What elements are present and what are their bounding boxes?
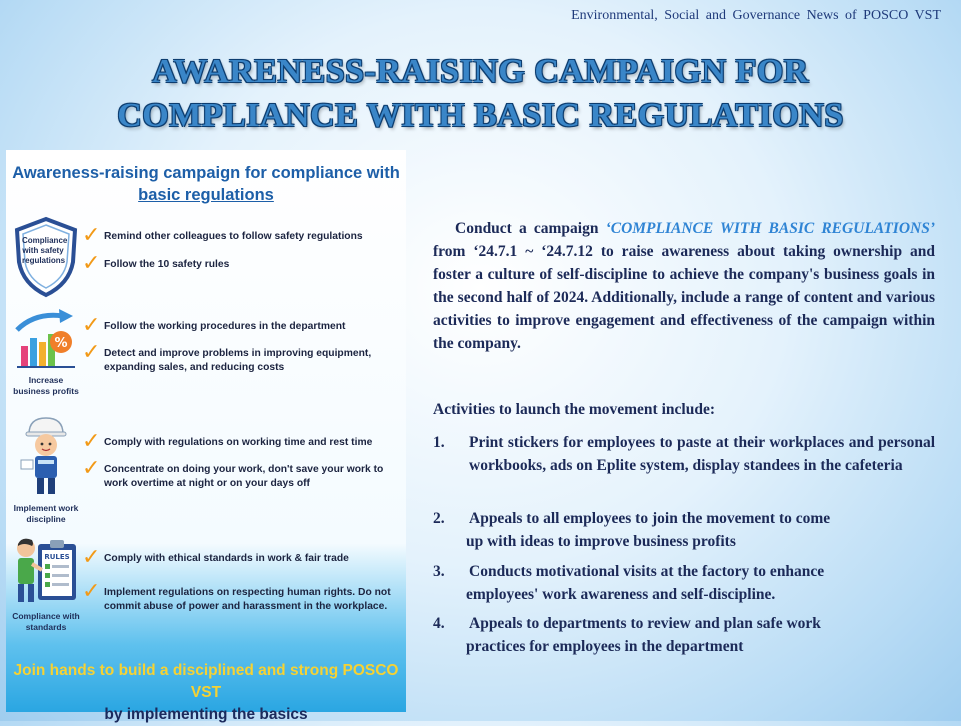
activity-text-line-2: practices for employees in the department <box>466 638 744 655</box>
poster-title <box>6 162 406 206</box>
poster-footer-line-2: by implementing the basics <box>104 706 308 723</box>
header-tagline: Environmental, Social and Governance News of POSCO VST <box>571 8 941 23</box>
poster-item <box>82 429 400 454</box>
activity-item <box>433 560 935 606</box>
activity-text-line-2: employees' work awareness and self-discipline. <box>466 586 776 603</box>
poster-item <box>82 579 400 614</box>
intro-prefix: Conduct a campaign <box>455 220 606 237</box>
poster-item-text: Remind other colleagues to follow safety regulations <box>104 231 363 242</box>
activity-text: Print stickers for employees to paste at their workplaces and personal workbooks, ads on Eplite system, display standees in the cafeteria <box>469 434 935 474</box>
checkmark-icon: ✓ <box>82 251 101 276</box>
poster-item <box>82 456 400 491</box>
campaign-poster <box>6 150 406 723</box>
poster-item <box>82 340 400 375</box>
campaign-name: ‘COMPLIANCE WITH BASIC REGULATIONS’ <box>605 220 935 237</box>
activity-text-line-1: Appeals to all employees to join the movement to come <box>469 510 831 527</box>
checkmark-icon: ✓ <box>82 223 101 248</box>
activity-text-line-2: up with ideas to improve business profits <box>466 533 736 550</box>
clipboard-rules-text: RULES <box>44 553 70 561</box>
campaign-description <box>433 217 935 355</box>
poster-item-text: Implement regulations on respecting human rights. Do not commit abuse of power and harassment in the workplace. <box>104 587 391 612</box>
checkmark-icon: ✓ <box>82 456 101 481</box>
poster-footer-line-1: Join hands to build a disciplined and strong POSCO VST <box>13 662 399 701</box>
poster-item-text: Concentrate on doing your work, don't save your work to work overtime at night or on your days off <box>104 464 384 489</box>
poster-title-line-2: basic regulations <box>138 186 274 204</box>
title-line-2: COMPLIANCE WITH BASIC REGULATIONS <box>117 97 844 134</box>
poster-item <box>82 313 400 338</box>
icon-label-safety: Compliance with safety regulations <box>22 236 68 265</box>
checkmark-icon: ✓ <box>82 429 101 454</box>
activity-item <box>433 431 935 477</box>
activity-text-line-1: Conducts motivational visits at the factory to enhance <box>469 563 825 580</box>
icon-label-profits: Increase business profits <box>13 375 79 396</box>
activities-title: Activities to launch the movement include: <box>433 401 715 418</box>
poster-item-text: Follow the working procedures in the department <box>104 321 346 332</box>
activity-number: 4. <box>433 615 445 632</box>
icon-label-standards: Compliance with standards <box>12 611 80 632</box>
checkmark-icon: ✓ <box>82 340 101 365</box>
poster-item-text: Follow the 10 safety rules <box>104 259 230 270</box>
page-title <box>0 50 961 138</box>
title-line-1: AWARENESS-RAISING CAMPAIGN FOR <box>152 53 809 90</box>
poster-item-text: Detect and improve problems in improving equipment, expanding sales, and reducing costs <box>104 348 372 373</box>
checkmark-icon: ✓ <box>82 545 101 570</box>
activity-number: 1. <box>433 434 445 451</box>
shield-icon <box>10 216 82 303</box>
checkmark-icon: ✓ <box>82 579 101 604</box>
activity-text-line-1: Appeals to departments to review and plan safe work <box>469 615 821 632</box>
activity-number: 3. <box>433 563 445 580</box>
poster-footer <box>6 660 406 726</box>
svg-text:%: % <box>54 336 68 351</box>
chart-icon <box>10 308 82 397</box>
poster-item-text: Comply with ethical standards in work & fair trade <box>104 553 349 564</box>
clipboard-icon <box>10 534 82 633</box>
poster-item <box>82 223 400 248</box>
activity-item <box>433 612 935 658</box>
poster-item <box>82 251 400 276</box>
activity-item <box>433 507 935 553</box>
checkmark-icon: ✓ <box>82 313 101 338</box>
poster-item-text: Comply with regulations on working time and rest time <box>104 437 373 448</box>
icon-label-discipline: Implement work discipline <box>13 503 79 524</box>
activity-number: 2. <box>433 510 445 527</box>
poster-title-line-1: Awareness-raising campaign for compliance with <box>12 164 400 182</box>
intro-suffix: from ‘24.7.1 ~ ‘24.7.12 to raise awareness about taking ownership and foster a culture of self-discipline to achieve the company's business goals in the second half of 2024. Additionally, include a range of content and various activities to improve engagement and effectiveness of the campaign within the company. <box>433 243 935 352</box>
poster-item <box>82 545 400 570</box>
worker-icon <box>10 412 82 525</box>
